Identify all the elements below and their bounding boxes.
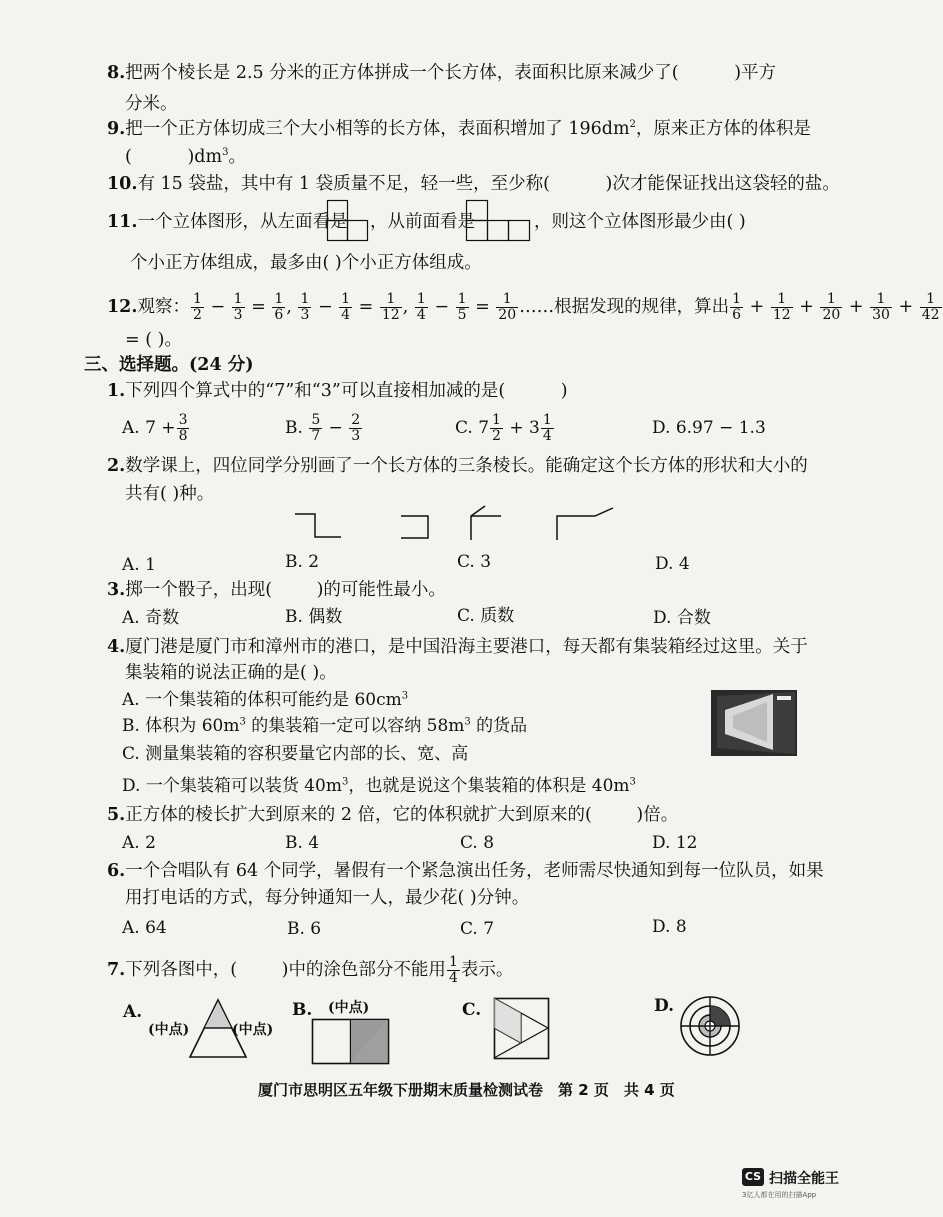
fraction: $\frac{5}{7}$ [311, 412, 321, 444]
option-text: D. 一个集装箱可以装货 40m [122, 776, 342, 796]
option-a [122, 688, 408, 712]
midpoint-label: (中点) [232, 1022, 274, 1038]
question-8-cont: 分米。 [125, 94, 178, 114]
figure-c-square [494, 998, 550, 1060]
question-text: 一个合唱队有 64 个同学，暑假有一个紧急演出任务，老师需尽快通知到每一位队员，如果 [125, 861, 824, 881]
question-number: 7. [107, 960, 126, 980]
choice-question-6 [107, 859, 824, 883]
fraction: $\frac{1}{2}$ [192, 291, 202, 323]
container-photo [711, 690, 797, 756]
question-text: 厦门港是厦门市和漳州市的港口，是中国沿海主要港口，每天都有集装箱经过这里。关于 [125, 637, 808, 657]
fraction: $\frac{1}{3}$ [233, 291, 243, 323]
option-c: C. 8 [460, 833, 495, 853]
fraction: $\frac{1}{12}$ [772, 291, 791, 323]
choice-question-5 [107, 803, 678, 827]
option-a: A. 64 [122, 918, 167, 938]
fraction: $\frac{1}{20}$ [822, 291, 841, 323]
superscript: 3 [222, 147, 229, 159]
question-text: 。 [228, 147, 246, 167]
question-text: 一个立体图形，从左面看是 [137, 212, 348, 232]
option-a: A. 1 [122, 555, 156, 575]
question-label: 观察： [137, 297, 190, 317]
fraction: $\frac{1}{2}$ [492, 412, 501, 444]
option-label: B. [285, 418, 303, 438]
question-text: 掷一个骰子，出现( )的可能性最小。 [125, 580, 446, 600]
question-text: 正方体的棱长扩大到原来的 2 倍，它的体积就扩大到原来的( )倍。 [125, 805, 679, 825]
question-12-answer: = ( )。 [125, 330, 182, 350]
question-text: ，原来正方体的体积是 [635, 119, 811, 139]
fraction: $\frac{1}{3}$ [300, 291, 310, 323]
question-number: 6. [107, 861, 126, 881]
fraction: $\frac{1}{30}$ [872, 291, 890, 323]
figure-b-rectangle [312, 1019, 392, 1065]
question-text: 下列各图中，( )中的涂色部分不能用 [125, 960, 446, 980]
option-b: B. 2 [285, 552, 320, 572]
fraction: $\frac{1}{4}$ [341, 291, 351, 323]
question-text: 有 15 袋盐，其中有 1 袋质量不足，轻一些，至少称( )次才能保证找出这袋轻的盐。 [137, 174, 840, 194]
fraction: $\frac{1}{4}$ [416, 291, 426, 323]
midpoint-label: (中点) [148, 1022, 190, 1038]
answer-blank [679, 63, 735, 83]
question-text: 下列四个算式中的“7”和“3”可以直接相加减的是( ) [125, 381, 568, 401]
option-d: D. 4 [655, 554, 690, 574]
question-11 [107, 210, 347, 234]
choice-question-2 [107, 454, 808, 478]
question-text: ……根据发现的规律，算出 [519, 297, 730, 317]
fraction: $\frac{1}{4}$ [448, 954, 458, 986]
option-text: ，也就是说这个集装箱的体积是 40m [348, 776, 630, 796]
option-text: 的货品 [470, 716, 528, 736]
drawing-3 [471, 506, 501, 540]
question-text: ( )dm [125, 147, 223, 167]
fraction: $\frac{3}{8}$ [178, 412, 188, 444]
section-title: 三、选择题。(24 分) [84, 355, 254, 375]
fraction: $\frac{1}{42}$ [921, 291, 940, 323]
option-d: D. [654, 996, 675, 1016]
option-c: C. 测量集装箱的容积要量它内部的长、宽、高 [122, 744, 469, 764]
watermark-name: 扫描全能王 [769, 1171, 839, 1187]
question-number: 2. [107, 456, 126, 476]
question-10 [107, 172, 840, 196]
option-text: A. 一个集装箱的体积可能约是 60cm [122, 690, 402, 710]
question-number: 1. [107, 381, 126, 401]
option-d: D. 8 [652, 917, 687, 937]
question-11-cont: 个小正方体组成，最多由( )个小正方体组成。 [130, 253, 482, 273]
drawing-2 [401, 516, 428, 538]
choice-question-1 [107, 379, 568, 403]
question-11-end: ，则这个立体图形最少由( ) [534, 212, 746, 232]
superscript: 3 [239, 716, 246, 728]
front-view-figure [466, 200, 532, 242]
question-text: )平方 [734, 63, 777, 83]
fraction: $\frac{1}{20}$ [498, 291, 517, 323]
option-b: B. 4 [285, 833, 320, 853]
option-d: D. 合数 [653, 608, 711, 628]
question-number: 10. [107, 174, 138, 194]
option-c: C. 7 $\frac{1}{2}$ + 3 $\frac{1}{4}$ [455, 412, 552, 444]
option-b: B. 偶数 [285, 607, 343, 627]
figure-d-circles [679, 995, 741, 1057]
question-number: 8. [107, 63, 126, 83]
page-footer: 厦门市思明区五年级下册期末质量检测试卷 第 2 页 共 4 页 [258, 1081, 675, 1099]
option-label: A. 7 + [122, 418, 176, 438]
option-a: A. 奇数 [122, 608, 180, 628]
option-text: B. 体积为 60m [122, 716, 240, 736]
choice-question-6-cont: 用打电话的方式，每分钟通知一人，最少花( )分钟。 [125, 888, 530, 908]
question-number: 3. [107, 580, 126, 600]
question-number: 4. [107, 637, 126, 657]
midpoint-label: (中点) [328, 1000, 370, 1016]
option-c: C. 3 [457, 552, 492, 572]
fraction: $\frac{1}{6}$ [274, 291, 284, 323]
watermark-tagline: 3亿人都在用的扫描App [742, 1191, 817, 1199]
option-c: C. 质数 [457, 606, 515, 626]
choice-question-7 [107, 953, 513, 987]
question-number: 5. [107, 805, 126, 825]
question-12: 12.观察： $\frac{1}{2}$ − $\frac{1}{3}$ = $\frac{1}{6}$ , $\frac{1}{3}$ − $\frac{1}{4}$ = $\frac{1}{12}$ , $\frac{1}{4}$ − $\frac{1}{5}$ = $\frac{1}{20}$ ……根据发现的规律，算出 $\frac{1}{6}$ + $\frac{1}{12}$ + $\frac{1}{20}$ + $\frac{1}{30}$ + $\frac{1}{42}$ [107, 291, 940, 323]
question-text: 把两个棱长是 2.5 分米的正方体拼成一个长方体，表面积比原来减少了( [125, 63, 679, 83]
fraction: $\frac{1}{5}$ [457, 291, 467, 323]
option-a [122, 412, 190, 444]
drawing-1 [295, 514, 341, 537]
choice-question-3 [107, 578, 446, 602]
question-9 [107, 117, 811, 141]
option-d [122, 774, 636, 798]
drawing-4 [557, 508, 613, 540]
option-b: B. 6 [287, 919, 322, 939]
option-a: A. 2 [122, 833, 156, 853]
superscript: 3 [629, 776, 636, 788]
question-9-cont [125, 145, 246, 169]
figure-a-triangle [188, 1000, 248, 1060]
option-a: A. [123, 1002, 143, 1022]
superscript: 2 [629, 119, 636, 131]
question-number: 9. [107, 119, 126, 139]
option-text: 的集装箱一定可以容纳 58m [245, 716, 465, 736]
choice-question-4 [107, 635, 808, 659]
option-d: D. 12 [652, 833, 698, 853]
question-11-mid: ，从前面看是 [370, 212, 475, 232]
choice-question-4-cont: 集装箱的说法正确的是( )。 [125, 663, 337, 683]
question-text: 表示。 [460, 960, 514, 980]
question-number: 12. [107, 297, 138, 317]
option-d: D. 6.97 − 1.3 [652, 418, 766, 438]
option-b [122, 714, 527, 738]
question-number: 11. [107, 212, 138, 232]
fraction: $\frac{1}{12}$ [381, 291, 400, 323]
option-label: C. 7 [455, 418, 490, 438]
option-b: B. $\frac{5}{7}$ − $\frac{2}{3}$ [285, 412, 361, 444]
option-c: C. 7 [460, 919, 495, 939]
fraction: $\frac{1}{6}$ [732, 291, 742, 323]
option-c: C. [462, 1000, 482, 1020]
cs-logo-icon: CS [742, 1168, 764, 1186]
option-b: B. [292, 1000, 313, 1020]
question-text: 把一个正方体切成三个大小相等的长方体，表面积增加了 196dm [125, 119, 630, 139]
superscript: 3 [401, 690, 409, 702]
choice-question-2-cont: 共有( )种。 [125, 484, 215, 504]
fraction: $\frac{2}{3}$ [351, 412, 361, 444]
edge-drawings [295, 504, 655, 544]
superscript: 3 [342, 776, 349, 788]
question-text: 数学课上，四位同学分别画了一个长方体的三条棱长。能确定这个长方体的形状和大小的 [125, 456, 808, 476]
superscript: 3 [464, 716, 471, 728]
question-8 [107, 61, 776, 85]
left-view-figure [327, 200, 369, 242]
fraction: $\frac{1}{4}$ [542, 412, 552, 444]
